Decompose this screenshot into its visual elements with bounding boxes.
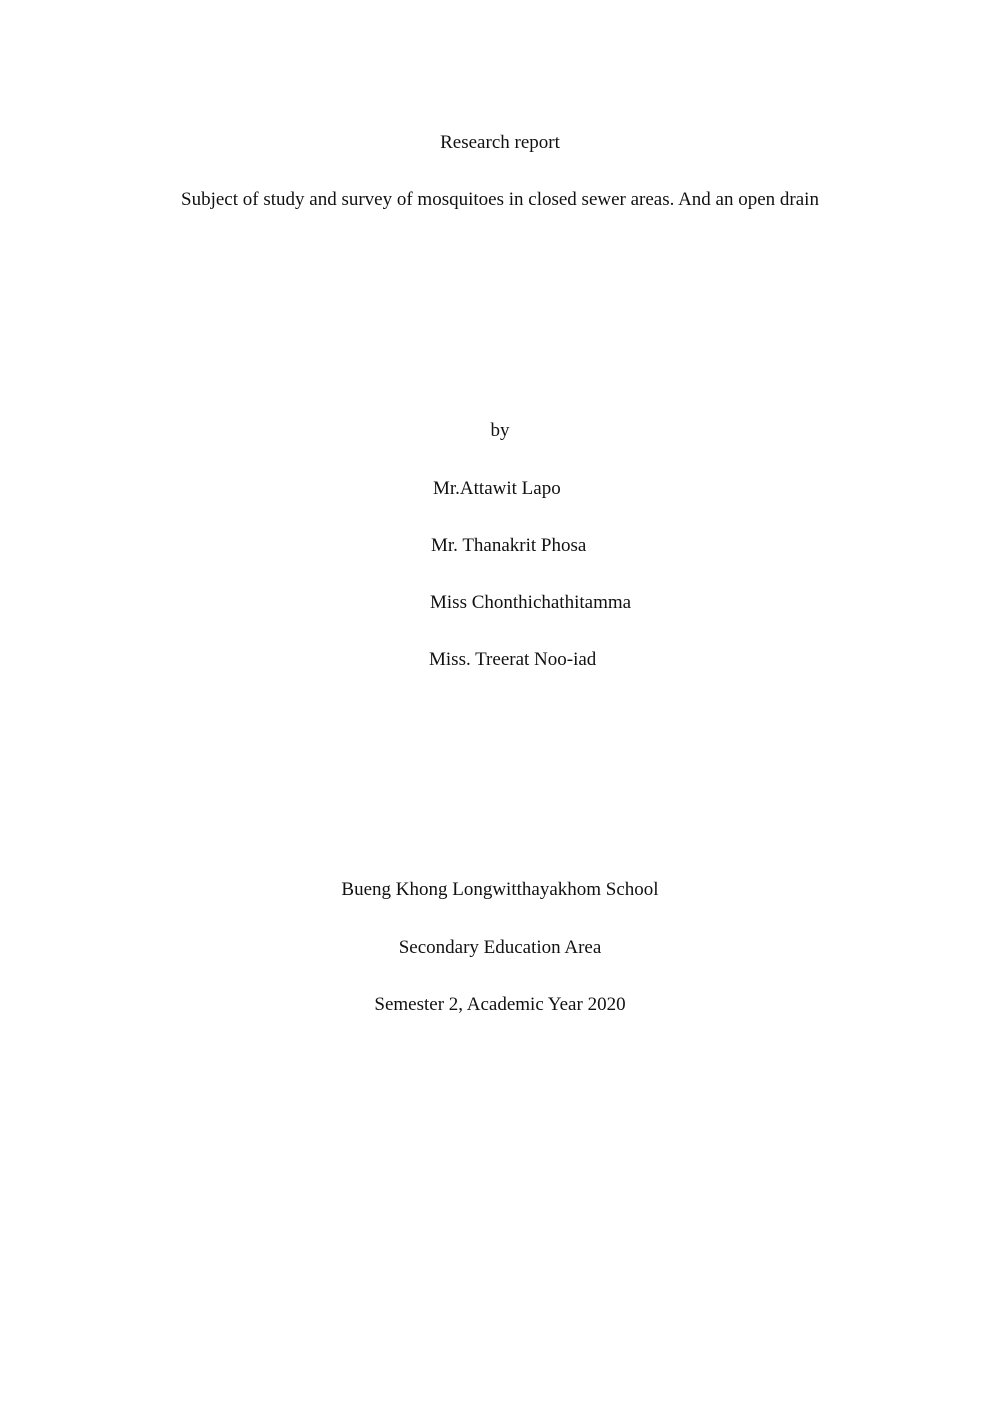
education-area: Secondary Education Area bbox=[398, 937, 602, 958]
author-name: Mr. Thanakrit Phosa bbox=[431, 535, 587, 556]
author-name: Mr.Attawit Lapo bbox=[433, 478, 561, 499]
author-name: Miss Chonthichathitamma bbox=[430, 592, 632, 613]
report-subject: Subject of study and survey of mosquitoes in closed sewer areas. And an open drain bbox=[181, 189, 819, 210]
author-name: Miss. Treerat Noo-iad bbox=[429, 649, 597, 670]
report-title: Research report bbox=[440, 132, 560, 153]
semester-info: Semester 2, Academic Year 2020 bbox=[374, 994, 626, 1015]
by-label: by bbox=[490, 420, 510, 441]
school-name: Bueng Khong Longwitthayakhom School bbox=[341, 879, 659, 900]
